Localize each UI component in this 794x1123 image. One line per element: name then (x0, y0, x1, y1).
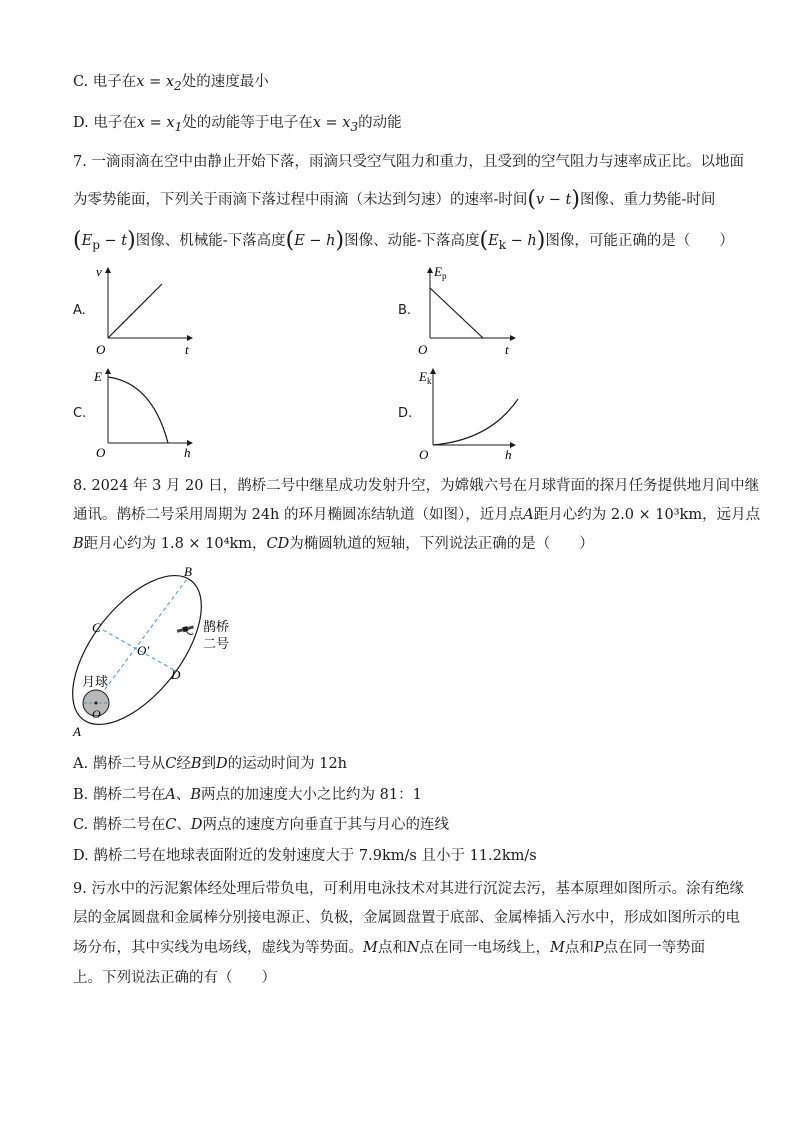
v-t-line (108, 284, 162, 338)
q7-option-d-label: D. (398, 406, 413, 421)
y-label: E (94, 369, 102, 384)
origin-label: O (96, 445, 106, 460)
q8-option-a: A. 鹊桥二号从C经B到D的运动时间为 12h (73, 756, 348, 772)
q8-stem-line2: 通讯。鹊桥二号采用周期为 24h 的环月椭圆冻结轨道（如图），近月点A距月心约为 2.0 × 10³km，远月点 (73, 507, 761, 523)
q8-orbit-figure (70, 562, 250, 740)
label-b: B (184, 564, 192, 579)
x-label: t (185, 342, 189, 357)
satellite-icon (176, 625, 195, 638)
q7-option-b-label: B. (398, 303, 412, 318)
q6-option-d: D. 电子在$x = x_1$处的动能等于电子在$x = x_3$的动能 (73, 115, 402, 134)
q7-graph-a (92, 262, 202, 362)
ek-h-curve (433, 399, 518, 445)
q7-stem-line2: 为零势能面，下列关于雨滴下落过程中雨滴（未达到匀速）的速率-时间(v − t)图像、重力势能-时间 (73, 187, 716, 212)
q6-option-c: C. 电子在$x = x_2$处的速度最小 (73, 74, 269, 93)
origin-label: O (419, 447, 429, 462)
q7-graph-d (415, 365, 525, 465)
ep-t-line (430, 288, 483, 338)
label-d: D (171, 667, 181, 682)
q9-stem-line4: 上。下列说法正确的有（ ） (73, 970, 276, 986)
q9-stem-line2: 层的金属圆盘和金属棒分别接电源正、负极，金属圆盘置于底部、金属棒插入污水中，形成如图所示的电 (73, 910, 740, 926)
label-satellite-1: 鹊桥 (203, 619, 230, 634)
y-label: $E_p$ (434, 264, 447, 281)
label-moon: 月球 (82, 674, 109, 689)
x-label: t (505, 342, 509, 357)
x-label: h (505, 447, 512, 462)
label-o-prime: O′ (137, 643, 150, 658)
label-a: A (73, 724, 81, 739)
q9-stem-line3: 场分布，其中实线为电场线，虚线为等势面。M点和N点在同一电场线上，M点和P点在同一等势面 (73, 940, 706, 956)
q7-option-c-label: C. (73, 406, 87, 421)
q7-stem-line1: 7. 一滴雨滴在空中由静止开始下落，雨滴只受空气阻力和重力，且受到的空气阻力与速率成正比。以地面 (73, 154, 744, 170)
q8-stem-line1: 8. 2024 年 3 月 20 日，鹊桥二号中继星成功发射升空，为嫦娥六号在月球背面的探月任务提供地月间中继 (73, 478, 760, 494)
label-satellite-2: 二号 (203, 636, 230, 651)
q8-stem-line3: B距月心约为 1.8 × 10⁴km，CD为椭圆轨道的短轴，下列说法正确的是（ ） (73, 536, 594, 552)
q7-option-a-label: A. (73, 303, 86, 318)
label-c: C (92, 620, 101, 635)
q8-option-c: C. 鹊桥二号在C、D两点的速度方向垂直于其与月心的连线 (73, 817, 450, 833)
label-o: O (92, 707, 101, 721)
q7-stem-line3: $(E_p - t)$图像、机械能-下落高度(E − h)图像、动能-下落高度$(E_k - h)$图像，可能正确的是（ ） (73, 228, 734, 253)
e-h-curve (108, 377, 168, 443)
q8-option-d: D. 鹊桥二号在地球表面附近的发射速度大于 7.9km/s 且小于 11.2km/s (73, 848, 537, 864)
q9-stem-line1: 9. 污水中的污泥絮体经处理后带负电，可利用电泳技术对其进行沉淀去污，基本原理如图所示。涂有绝缘 (73, 881, 744, 897)
y-label: v (96, 264, 102, 279)
q8-option-b: B. 鹊桥二号在A、B两点的加速度大小之比约为 81：1 (73, 787, 422, 803)
q7-graph-c (92, 365, 202, 465)
y-label: $E_k$ (419, 369, 432, 386)
origin-label: O (418, 342, 428, 357)
origin-label: O (96, 342, 106, 357)
q7-graph-b (415, 262, 525, 362)
x-label: h (184, 445, 191, 460)
